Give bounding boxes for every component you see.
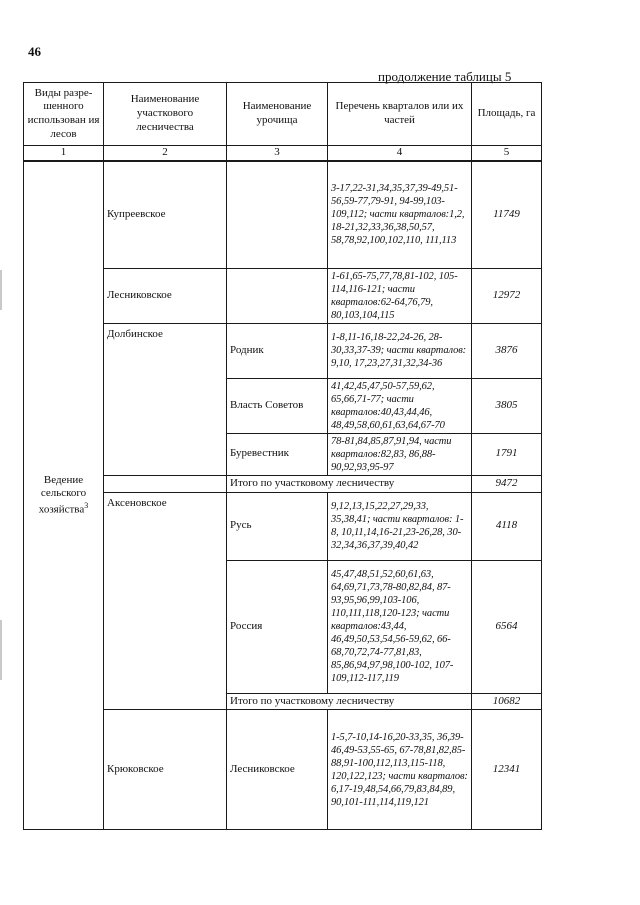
quarters-list: 1-5,7-10,14-16,20-33,35, 36,39-46,49-53,55-65, 67-78,81,82,85-88,91-100,112,113,115-118, 120,122,123; части кварталов: 6,17-19,48,54,66,79,83,84,89, 90,101-111,114,119,121	[328, 710, 472, 830]
area-value: 3876	[472, 323, 542, 378]
tract-name: Буревестник	[227, 433, 328, 475]
area-value: 4118	[472, 492, 542, 560]
tract-name: Родник	[227, 323, 328, 378]
tract-name: Лесниковское	[227, 710, 328, 830]
column-number: 2	[104, 146, 227, 161]
quarters-list: 78-81,84,85,87,91,94, части кварталов:82,83, 86,88-90,92,93,95-97	[328, 433, 472, 475]
scan-edge-mark	[0, 620, 2, 680]
area-value: 11749	[472, 161, 542, 269]
forestry-name: Аксеновское	[104, 492, 227, 710]
tract-name	[227, 161, 328, 269]
use-type-cell	[24, 161, 104, 830]
area-value: 12972	[472, 268, 542, 323]
quarters-list: 41,42,45,47,50-57,59,62, 65,66,71-77; части кварталов:40,43,44,46, 48,49,58,60,61,63,64,67-70	[328, 378, 472, 433]
area-value: 12341	[472, 710, 542, 830]
column-number: 5	[472, 146, 542, 161]
scan-edge-mark	[0, 270, 2, 310]
forestry-name: Лесниковское	[104, 268, 227, 323]
use-type-label: Ведение сельского хозяйства	[38, 473, 87, 516]
quarters-list: 9,12,13,15,22,27,29,33, 35,38,41; части кварталов: 1-8, 10,11,14,16-21,23-26,28, 30-32,34,36,37,39,40,42	[328, 492, 472, 560]
table-continuation-caption: продолжение таблицы 5	[378, 69, 512, 84]
tract-name	[227, 268, 328, 323]
total-label: Итого по участковому лесничеству	[227, 475, 472, 492]
quarters-list: 45,47,48,51,52,60,61,63, 64,69,71,73,78-80,82,84, 87-93,95,96,99,103-106, 110,111,118,120-123; части кварталов:43,44, 46,49,50,53,54,56-59,62, 66-68,70,72,74-77,81,83, 85,86,94,97,98,100-102, 107-109,112-117,119	[328, 560, 472, 693]
total-area-value: 10682	[472, 693, 542, 710]
forestry-name: Купреевское	[104, 161, 227, 269]
column-number: 4	[328, 146, 472, 161]
quarters-list: 3-17,22-31,34,35,37,39-49,51-56,59-77,79-91, 94-99,103-109,112; части кварталов:1,2, 18-21,32,33,36,38,50,57, 58,78,92,100,102,110, 111,113	[328, 161, 472, 269]
table-row	[24, 161, 542, 269]
tract-name: Власть Советов	[227, 378, 328, 433]
quarters-list: 1-8,11-16,18-22,24-26, 28-30,33,37-39; части кварталов: 9,10, 17,23,27,31,32,34-36	[328, 323, 472, 378]
area-value: 3805	[472, 378, 542, 433]
column-number: 3	[227, 146, 328, 161]
quarters-list: 1-61,65-75,77,78,81-102, 105-114,116-121; части кварталов:62-64,76,79, 80,103,104,115	[328, 268, 472, 323]
header-quarters: Перечень кварталов или их частей	[328, 83, 472, 146]
forestry-name: Долбинское	[104, 323, 227, 475]
tract-name: Россия	[227, 560, 328, 693]
header-tract: Наименование урочища	[227, 83, 328, 146]
header-forestry: Наименование участкового лесничества	[104, 83, 227, 146]
tract-name: Русь	[227, 492, 328, 560]
empty-cell	[104, 475, 227, 492]
page-number: 46	[28, 44, 41, 59]
forestry-name: Крюковское	[104, 710, 227, 830]
column-number-row	[24, 146, 542, 161]
header-row	[24, 83, 542, 146]
header-area: Площадь, га	[472, 83, 542, 146]
column-number: 1	[24, 146, 104, 161]
total-area-value: 9472	[472, 475, 542, 492]
forest-use-table	[23, 82, 542, 830]
footnote-marker: 3	[84, 501, 89, 511]
header-use-type: Виды разре-шенного использован ия лесов	[24, 83, 104, 146]
area-value: 6564	[472, 560, 542, 693]
area-value: 1791	[472, 433, 542, 475]
total-label: Итого по участковому лесничеству	[227, 693, 472, 710]
